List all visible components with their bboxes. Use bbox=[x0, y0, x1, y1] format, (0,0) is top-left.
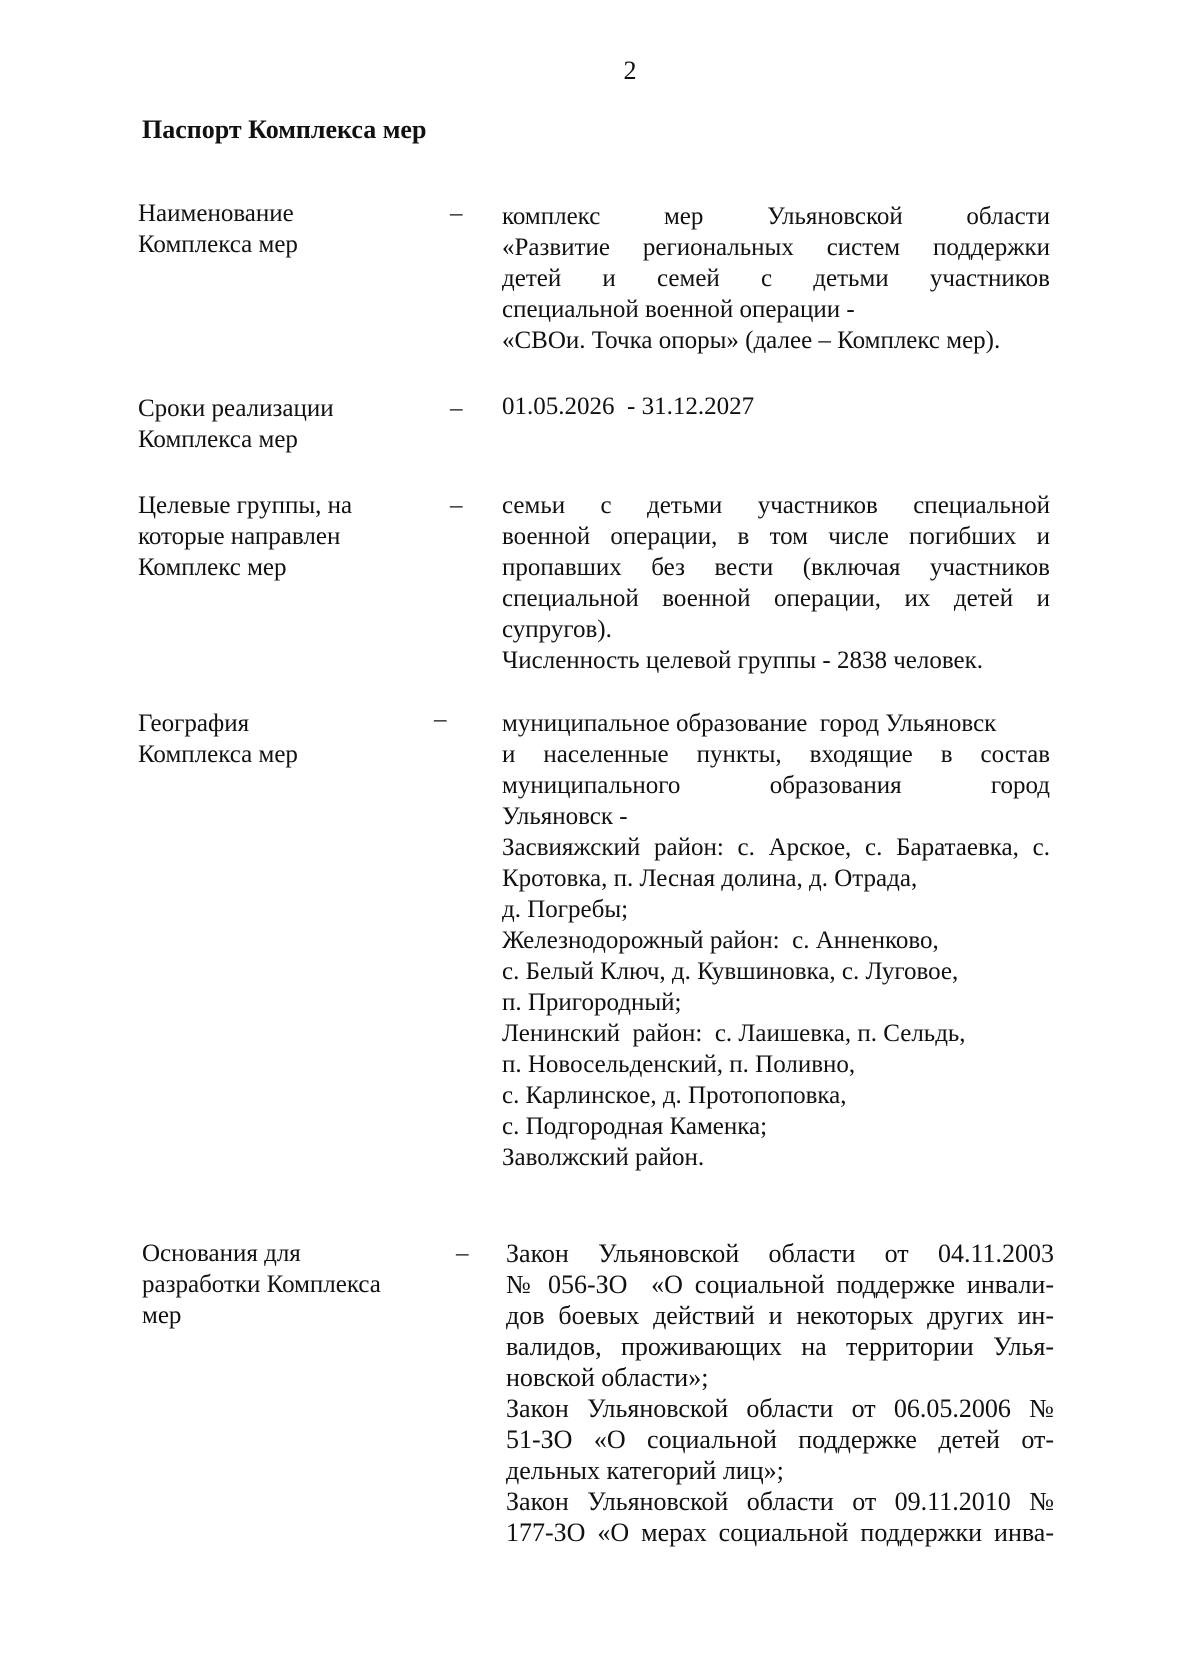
row-label bbox=[138, 393, 428, 455]
row-value bbox=[506, 1238, 1054, 1548]
value-line: п. Новосельденский, п. Поливно, bbox=[502, 1051, 856, 1078]
row-dash: – bbox=[434, 706, 447, 733]
row-dash: – bbox=[450, 200, 463, 227]
label-line: Комплекса мер bbox=[138, 741, 298, 768]
value-line: детей и семей с детьми участников bbox=[502, 265, 1050, 292]
value-line: пропавших без вести (включая участников bbox=[502, 554, 1050, 581]
label-line: География bbox=[138, 710, 250, 737]
value-line: семьи с детьми участников специальной bbox=[502, 492, 1050, 519]
value-line: Засвияжский район: с. Арское, с. Баратаевка, с. bbox=[502, 834, 1050, 861]
value-line: 01.05.2026 - 31.12.2027 bbox=[502, 393, 755, 420]
value-line: Закон Ульяновской области от 04.11.2003 bbox=[506, 1239, 1054, 1268]
value-line: новской области»; bbox=[506, 1363, 709, 1392]
value-line: с. Карлинское, д. Протопоповка, bbox=[502, 1082, 847, 1109]
label-line: мер bbox=[142, 1302, 182, 1329]
value-line: супругов). bbox=[502, 616, 612, 643]
label-line: Наименование bbox=[138, 200, 294, 227]
label-line: Сроки реализации bbox=[138, 395, 334, 422]
value-line: «СВОи. Точка опоры» (далее – Комплекс мер). bbox=[502, 327, 1001, 354]
value-line: Ленинский район: с. Лаишевка, п. Сельдь, bbox=[502, 1020, 966, 1047]
value-line: муниципальное образование город Ульяновск bbox=[502, 710, 997, 737]
row-value bbox=[502, 708, 1050, 1173]
value-line: валидов, проживающих на территории Улья- bbox=[506, 1332, 1054, 1361]
row-label bbox=[138, 708, 428, 770]
value-line: № 056-ЗО «О социальной поддержке инвали- bbox=[506, 1270, 1054, 1299]
value-line: 51-ЗО «О социальной поддержке детей от- bbox=[506, 1425, 1054, 1454]
row-label bbox=[138, 490, 428, 583]
label-line: которые направлен bbox=[138, 523, 341, 550]
document-title: Паспорт Комплекса мер bbox=[142, 115, 427, 144]
page-number: 2 bbox=[623, 56, 637, 85]
row-value bbox=[502, 201, 1050, 356]
label-line: Основания для bbox=[142, 1240, 301, 1267]
row-value bbox=[502, 391, 1050, 422]
value-line: комплекс мер Ульяновской области bbox=[502, 203, 1050, 230]
value-line: Численность целевой группы - 2838 человек. bbox=[502, 647, 984, 674]
row-dash: – bbox=[456, 1240, 469, 1267]
value-line: д. Погребы; bbox=[502, 896, 629, 923]
label-line: Целевые группы, на bbox=[138, 492, 353, 519]
row-label bbox=[142, 1238, 432, 1331]
value-line: Заволжский район. bbox=[502, 1144, 705, 1171]
value-line: Ульяновск - bbox=[502, 803, 628, 830]
value-line: Закон Ульяновской области от 09.11.2010 № bbox=[506, 1487, 1054, 1516]
row-dash: – bbox=[450, 492, 463, 519]
value-line: с. Подгородная Каменка; bbox=[502, 1113, 768, 1140]
row-label bbox=[138, 198, 428, 260]
label-line: Комплекс мер bbox=[138, 554, 287, 581]
value-line: 177-ЗО «О мерах социальной поддержки инва- bbox=[506, 1518, 1054, 1547]
value-line: п. Пригородный; bbox=[502, 989, 682, 1016]
value-line: Кротовка, п. Лесная долина, д. Отрада, bbox=[502, 865, 918, 892]
value-line: Железнодорожный район: с. Анненково, bbox=[502, 927, 939, 954]
label-line: Комплекса мер bbox=[138, 231, 298, 258]
label-line: Комплекса мер bbox=[138, 426, 298, 453]
value-line: с. Белый Ключ, д. Кувшиновка, с. Луговое, bbox=[502, 958, 959, 985]
value-line: специальной военной операции, их детей и bbox=[502, 585, 1050, 612]
value-line: и населенные пункты, входящие в состав bbox=[502, 741, 1050, 768]
value-line: муниципального образования город bbox=[502, 772, 1050, 799]
value-line: дов боевых действий и некоторых других ин- bbox=[506, 1301, 1054, 1330]
row-dash: – bbox=[450, 395, 463, 422]
value-line: Закон Ульяновской области от 06.05.2006 № bbox=[506, 1394, 1054, 1423]
label-line: разработки Комплекса bbox=[142, 1271, 381, 1298]
value-line: «Развитие региональных систем поддержки bbox=[502, 234, 1050, 261]
row-value bbox=[502, 490, 1050, 676]
value-line: дельных категорий лиц»; bbox=[506, 1456, 784, 1485]
value-line: специальной военной операции - bbox=[502, 296, 855, 323]
value-line: военной операции, в том числе погибших и bbox=[502, 523, 1050, 550]
